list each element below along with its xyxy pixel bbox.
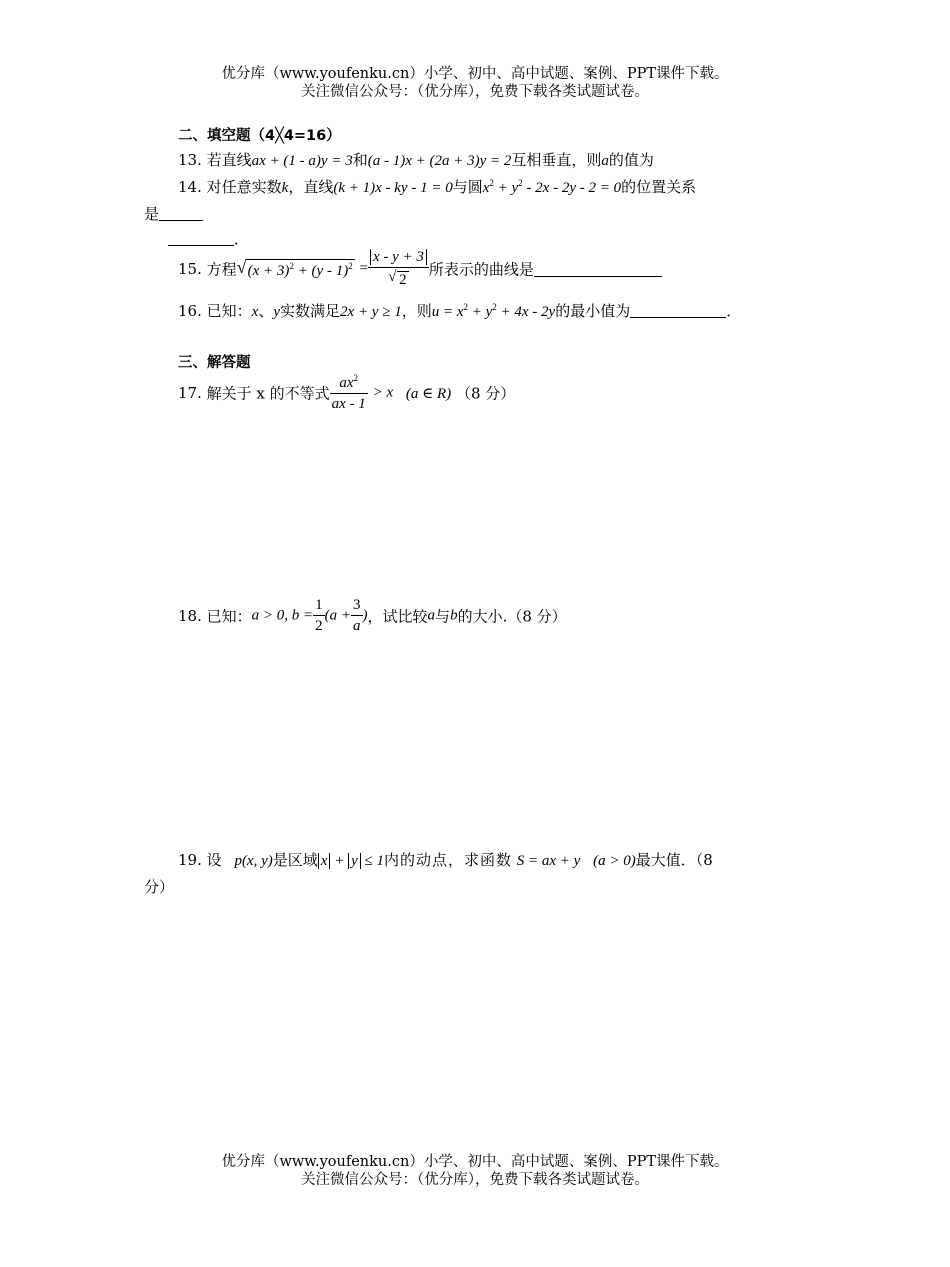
q18-text-3: 与 xyxy=(435,607,451,626)
question-14-blank-line xyxy=(168,228,249,249)
q15-text-1: 方程 xyxy=(206,260,237,279)
header-line-1: 优分库（www.youfenku.cn）小学、初中、高中试题、案例、PPT课件下载。 xyxy=(221,66,729,82)
question-14-cont xyxy=(144,203,203,224)
q16-text-3: 实数满足 xyxy=(280,302,341,320)
question-15 xyxy=(178,250,662,288)
q13-number: 13. xyxy=(178,151,202,169)
q13-line-1: ax + (1 - a)y = 3 xyxy=(251,153,353,169)
q14-text-1: 对任意实数 xyxy=(206,178,282,196)
q15-sqrt-expr: √ $(x + 3)^2 + (y - 1)^2$ xyxy=(236,256,353,279)
q15-sqrt-2: 2 xyxy=(399,272,407,288)
section-3-title: 三、解答题 xyxy=(178,355,251,371)
question-13 xyxy=(178,149,654,170)
q14-text-3: 与圆 xyxy=(452,178,483,196)
q16-text-4: ，则 xyxy=(401,302,432,320)
q18-condition: a > 0, b = xyxy=(251,607,314,624)
q17-denominator: ax - 1 xyxy=(331,396,366,412)
q18-text-1: 已知： xyxy=(206,607,252,626)
q15-answer-blank[interactable] xyxy=(534,262,662,277)
q15-equals: = xyxy=(359,260,368,277)
q17-condition: (a ∈ R) xyxy=(405,385,452,402)
q18-paren-close: ) xyxy=(362,607,368,624)
q16-var-x: x xyxy=(251,304,259,320)
question-19 xyxy=(178,849,713,870)
q18-half-fraction: $\frac{1}{2}$ xyxy=(315,597,323,634)
q15-abs-expr: x - y + 3 xyxy=(370,249,427,265)
q14-answer-blank-1[interactable] xyxy=(159,206,203,221)
q19-point: p(x, y) xyxy=(234,853,273,869)
q13-text-3: 互相垂直，则 xyxy=(511,151,602,169)
q16-text-2: 、 xyxy=(258,302,274,320)
q18-text-2: ，试比较 xyxy=(367,607,428,626)
q16-answer-blank[interactable] xyxy=(630,303,726,318)
q13-line-2: (a - 1)x + (2a + 3)y = 2 xyxy=(367,153,512,169)
q14-text-4: 的位置关系 xyxy=(621,178,697,196)
q18-var-a: a xyxy=(427,607,436,624)
header-line-2: 关注微信公众号：（优分库），免费下载各类试题试卷。 xyxy=(301,84,649,100)
q18-paren-open: (a + xyxy=(324,607,352,624)
question-19-cont: 分） xyxy=(144,878,175,896)
section-2-title: 二、填空题（4╳4=16） xyxy=(178,128,341,144)
q19-text-1: 设 xyxy=(206,851,222,869)
q16-text-5: 的最小值为 xyxy=(555,302,631,320)
q14-circle-eq: $x^2 + y^2 - 2x - 2y - 2 = 0$ xyxy=(482,178,622,196)
q17-text-1: 解关于 x 的不等式 xyxy=(206,384,330,403)
q19-condition: (a > 0) xyxy=(593,853,636,869)
q17-score: （8 分） xyxy=(455,384,516,403)
q19-text-4: 最大值．（8 xyxy=(635,851,713,869)
q18-var-b: b xyxy=(450,607,458,624)
q15-text-2: 所表示的曲线是 xyxy=(428,260,534,279)
q19-number: 19. xyxy=(178,851,202,869)
q13-text-2: 和 xyxy=(352,151,368,169)
q16-text-6: ． xyxy=(726,302,742,320)
q14-text-6: ． xyxy=(234,230,250,248)
q17-fraction: $\frac{ax^2}{ax - 1}$ xyxy=(331,373,366,412)
q19-text-2: 是区域 xyxy=(272,851,318,869)
q15-fraction: x - y + 3 √ 2 xyxy=(368,250,429,288)
question-14 xyxy=(178,176,696,197)
q13-text-1: 若直线 xyxy=(206,151,252,169)
q16-var-y: y xyxy=(273,304,281,320)
q14-answer-blank-2[interactable] xyxy=(168,231,234,246)
q14-number: 14. xyxy=(178,178,202,196)
q18-number: 18. xyxy=(178,607,202,625)
q17-greater-than: > x xyxy=(372,384,394,401)
q19-function: S = ax + y xyxy=(516,853,581,869)
q18-3-over-a: $\frac{3}{a}$ xyxy=(353,597,361,634)
footer-line-2: 关注微信公众号：（优分库），免费下载各类试题试卷。 xyxy=(301,1172,649,1188)
q13-var-a: a xyxy=(601,153,609,169)
question-18 xyxy=(178,598,567,634)
q16-condition: 2x + y ≥ 1 xyxy=(340,304,402,320)
q16-text-1: 已知： xyxy=(206,302,252,320)
q18-text-4: 的大小.（8 分） xyxy=(457,607,567,626)
q15-number: 15. xyxy=(178,260,202,278)
q14-text-5: 是 xyxy=(144,205,160,223)
q16-u-expr: $u = x^2 + y^2 + 4x - 2y$ xyxy=(431,302,556,320)
q19-text-3: 内的动点，求函数 xyxy=(383,851,512,869)
q13-text-4: 的值为 xyxy=(608,151,654,169)
question-16 xyxy=(178,300,741,321)
footer-line-1: 优分库（www.youfenku.cn）小学、初中、高中试题、案例、PPT课件下载。 xyxy=(221,1154,729,1170)
q14-text-2: ，直线 xyxy=(288,178,334,196)
q14-var-k: k xyxy=(281,180,289,196)
question-17 xyxy=(178,374,515,412)
q17-number: 17. xyxy=(178,384,202,402)
q16-number: 16. xyxy=(178,302,202,320)
q19-region: x + y ≤ 1 xyxy=(318,853,384,869)
q14-line-eq: (k + 1)x - ky - 1 = 0 xyxy=(333,180,453,196)
